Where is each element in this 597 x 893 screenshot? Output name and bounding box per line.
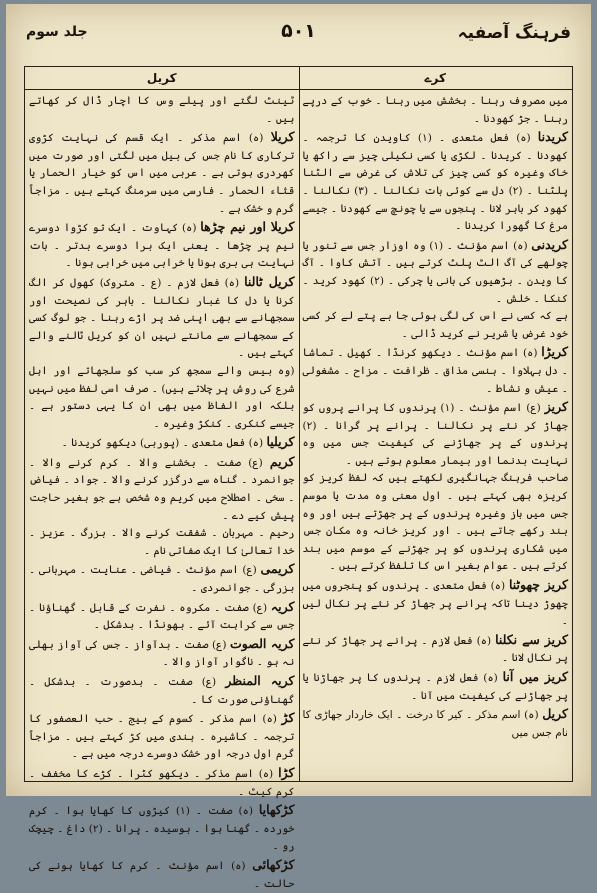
entry-headword: کریہ المنظر bbox=[225, 673, 295, 688]
left-column bbox=[29, 93, 295, 890]
entry-definition: ہے کہ کسی نے اس کی لگی ہوئی جا بے پتے لے کر کسی خود غرض یا شریر نے کرید ڈالی ۔ bbox=[302, 310, 568, 340]
dictionary-entry bbox=[303, 398, 569, 470]
entry-headword: کریز bbox=[544, 399, 568, 415]
entry-definition: (ہ) فعل متعدی ۔ (۱) کاویدن کا ترجمہ ۔ کھودنا ۔ کریدنا ۔ لکڑی یا کسی نکیلی چیز سے راکھ یا خاک وغیرہ کو کسی چیز کی تلاش کی غرض سے الٹنا پلٹنا ۔ (۲) دل سے کوئی بات نکالنا ۔ (۳) نکالنا ۔ کھود کر باہر لانا ۔ پنجوں سے یا چونچ سے کھودنا ۔ جیسے مرغ کا گھورا کریدنا ۔ bbox=[302, 132, 568, 233]
dictionary-entry bbox=[29, 709, 295, 764]
entry-headword: کریلیا bbox=[266, 434, 295, 450]
entry-headword: کریل ٹالنا bbox=[244, 273, 295, 289]
entry-definition: (وہ بیس والے سمجھ کر سب کو سلجھاتے اور اہل شرع کی روش پر چلاتے ہیں) ۔ صرف اسی لفظ میں نہیں بلکہ اور الفاظ میں بھی ان کا یہی دستور ہے ۔ جیسے کنکری ۔ کنکڑ وغیرہ ۔ bbox=[29, 364, 295, 430]
entry-definition: (ہ) اسم مؤنث ۔ (۱) وہ اوزار جس سے تنور یا چولھے کی آگ الٹ پلٹ کرتے ہیں ۔ آتش کاوا ۔ آگ کا ویدن ۔ بڑھیوں کی بانی یا چرکی ۔ (۲) کھود کرید ۔ کنکا ۔ خلش ۔ bbox=[302, 239, 568, 305]
dictionary-entry bbox=[303, 631, 569, 668]
book-title: فرہنگ آصفیہ bbox=[457, 23, 571, 43]
entry-headword: کریمی bbox=[260, 561, 295, 577]
entry-definition: (ہ) اسم مذکر ۔ ایک قسم کی نہایت کڑوی ترکاری کا نام جس کی بیل میں لگتی اور صورت میں کھردری ہوتی ہے ۔ عربی میں اس کو خیار الحمار یا قثاء الحمار ۔ فارسی میں سرمنگ کہتے ہیں ۔ مزاجاً گرم و خشک ہے ۔ bbox=[29, 132, 295, 215]
dictionary-entry bbox=[29, 453, 295, 525]
dictionary-entry bbox=[29, 764, 295, 801]
entry-headword: کریدنا bbox=[537, 129, 568, 145]
entry-headword: کریلا اور نیم چڑھا bbox=[200, 219, 295, 235]
entry-definition: (ہ) اسم مؤنث ۔ دیکھو کرنڈا ۔ کھیل ۔ تماشا ۔ دل بہلاوا ۔ ہنسی مذاق ۔ ظرافت ۔ مزاح ۔ مشغولی ۔ عیش و نشاط ۔ bbox=[302, 347, 568, 395]
dictionary-entry bbox=[303, 705, 569, 742]
dictionary-entry bbox=[29, 363, 295, 433]
entry-headword: کریڑا bbox=[541, 344, 568, 360]
entry-headword: کریدنی bbox=[531, 236, 568, 252]
dictionary-entry bbox=[303, 470, 569, 576]
volume-label: جلد سوم bbox=[26, 24, 88, 40]
left-column-heading: کریل bbox=[25, 67, 299, 90]
dictionary-entry bbox=[303, 236, 569, 308]
entry-headword: کریہ الصوت bbox=[230, 635, 295, 651]
dictionary-entry bbox=[29, 273, 295, 363]
dictionary-entry bbox=[29, 856, 295, 893]
dictionary-entry bbox=[303, 668, 569, 705]
dictionary-entry bbox=[29, 93, 295, 128]
entry-headword: کریز چھوٹنا bbox=[508, 577, 568, 593]
entry-definition: (ع) اسم مؤنث ۔ فیاضی ۔ عنایت ۔ مہربانی ۔ بزرگی ۔ جوانمردی ۔ bbox=[29, 564, 295, 595]
entry-definition: (ہ) فعل لازم ۔ پرندوں کا پر جھاڑنا یا پر جھاڑنے کی کیفیت میں آنا ۔ bbox=[302, 672, 568, 702]
entry-headword: کریز میں آنا bbox=[502, 669, 569, 684]
dictionary-entry bbox=[29, 635, 295, 672]
entry-definition: (ہ) کہاوت ۔ ایک تو کڑوا دوسرے نیم پر چڑھا ۔ یعنی ایک برا دوسرے بدتر ۔ بات نہایت ہی بری ہونا یا خرابی میں خرابی ہونا ۔ bbox=[29, 222, 295, 270]
entry-definition: (ہ) صفت ۔ (۱) کیڑوں کا کھایا ہوا ۔ کرم خوردہ ۔ گھنا ہوا ۔ بوسیدہ ۔ پرانا ۔ (۲) داغ ۔ چیچک رو ۔ bbox=[29, 805, 295, 853]
dictionary-entry bbox=[29, 560, 295, 597]
entry-headword: کڑکھائی bbox=[252, 856, 295, 872]
entry-definition: رحیم ۔ مہربان ۔ شفقت کرنے والا ۔ بزرگ ۔ عزیز ۔ خدا تعالیٰ کا ایک صفاتی نام ۔ bbox=[29, 527, 295, 557]
dictionary-entry bbox=[303, 576, 569, 631]
dictionary-entry bbox=[303, 308, 569, 343]
entry-definition: (ہ) اسم مذکر ۔ دیکھو کٹرا ۔ کڑے کا مخفف ۔ کرم کیٹ ۔ bbox=[29, 767, 295, 798]
page-header bbox=[20, 14, 577, 54]
dictionary-entry bbox=[303, 128, 569, 236]
entry-definition: (ع) صفت ۔ بدصورت ۔ بدشکل ۔ گھناؤنی صورت کا ۔ bbox=[29, 676, 295, 706]
dictionary-entry bbox=[29, 433, 295, 453]
entry-headword: کریم bbox=[269, 453, 295, 469]
entry-definition: (ہ) اسم مذکر ۔ کیر کا درخت ۔ ایک خاردار جھاڑی کا نام جس میں bbox=[302, 709, 568, 739]
dictionary-entry bbox=[29, 128, 295, 218]
dictionary-entry bbox=[29, 801, 295, 856]
right-column bbox=[303, 93, 569, 777]
two-column-frame bbox=[24, 66, 573, 890]
entry-definition: (ہ) فعل لازم ۔ پرانے پر جھاڑ کر نئے پر نکال لانا ۔ bbox=[302, 634, 568, 665]
entry-headword: کڑ bbox=[281, 710, 295, 726]
dictionary-entry bbox=[303, 93, 569, 128]
column-divider bbox=[299, 67, 300, 781]
dictionary-page bbox=[6, 4, 591, 890]
entry-headword: کڑکھایا bbox=[258, 802, 295, 818]
entry-definition: میں مصروف رہنا ۔ بخشش میں رہنا ۔ خوب کے درپے رہنا ۔ جڑ کھودنا ۔ bbox=[302, 95, 568, 125]
entry-definition: (ع) صفت ۔ بدآواز ۔ جس کی آواز بھلی نہ ہو ۔ ناگوار آواز والا ۔ bbox=[29, 638, 295, 669]
entry-headword: کریز سے نکلنا bbox=[495, 631, 568, 647]
entry-definition: (ہ) فعل متعدی ۔ پرندوں کو پنجروں میں چھوڑ دینا تاکہ پرانے پر جھاڑ کر نئے پر نکال لیں ۔ bbox=[302, 580, 568, 628]
entry-definition: (ہ) فعل متعدی ۔ (پوربی) دیکھو کریدنا ۔ bbox=[61, 437, 264, 450]
dictionary-entry bbox=[29, 525, 295, 560]
dictionary-entry bbox=[29, 598, 295, 635]
entry-definition: (ہ) اسم مذکر ۔ کسوم کے بیج ۔ حب العصفور کا ترجمہ ۔ کاشیرہ ۔ ہندی میں کڑ کہتے ہیں ۔ مزاجاً گرم اول درجہ اور خشک دوسرے درجہ میں ہے ۔ bbox=[29, 713, 295, 761]
dictionary-entry bbox=[303, 343, 569, 398]
right-column-heading: کرے bbox=[299, 67, 573, 90]
entry-headword: کریلا bbox=[270, 129, 295, 145]
entry-headword: کریہ bbox=[270, 598, 295, 614]
entry-definition: (ع) صفت ۔ مکروہ ۔ نفرت کے قابل ۔ گھناؤنا ۔ جس سے کراہت آئے ۔ بھونڈا ۔ بدشکل ۔ bbox=[29, 601, 295, 632]
entry-definition: (ع) اسم مؤنث ۔ (۱) پرندوں کا پرانے پروں کو جھاڑ کر نئے پر نکالنا ۔ پرانے پر گرانا ۔ (۲) پرندوں کے پر جھاڑنے کی کیفیت جس میں وہ نہایت بدنما اور بیمار معلوم ہوتے ہیں ۔ bbox=[302, 402, 568, 467]
dictionary-entry bbox=[29, 218, 295, 273]
entry-definition: (ہ) فعل لازم ۔ (ع ۔ متروک) کھول کر الگ کرنا یا دل کا غبار نکالنا ۔ باہر کی نصیحت اور سمجھانے سے بھی اپنی ضد پر اڑے رہنا ۔ جو لوگ کسی کے سمجھانے سے مانتے نہیں ان کو کریل ٹالنے والے کہتے ہیں ۔ bbox=[29, 276, 295, 360]
entry-definition: صاحب فرہنگ جہانگیری لکھتے ہیں کہ لفظ کریز کو کریزہ بھی کہتے ہیں ۔ اول معنی وہ مدت یا موسم جس میں باز وغیرہ پرندوں کے پر جھڑتے ہیں اور وہ بند رکھے جاتے ہیں ۔ اور کریز خانہ وہ مکان جس میں شکاری پرندوں کو پر جھڑنے کے موسم میں بند کرتے ہیں ۔ عوام بغیر اس کا تلفظ کرتے ہیں ۔ bbox=[302, 472, 568, 573]
dictionary-entry bbox=[29, 672, 295, 709]
entry-headword: کڑا bbox=[278, 764, 295, 780]
entry-definition: (ہ) اسم مؤنث ۔ کرم کا کھایا ہونے کی حالت ۔ bbox=[29, 859, 295, 890]
entry-headword: کریل bbox=[542, 706, 568, 722]
page-number: ۵۰۱ bbox=[281, 20, 316, 42]
entry-definition: (ع) صفت ۔ بخشنے والا ۔ کرم کرنے والا ۔ جوانمرد ۔ گناہ سے درگزر کرنے والا ۔ جواد ۔ فیاض ۔ سخی ۔ اصطلاح میں کریم وہ شخص ہے جو بغیر حاجت پیش کیے دے ۔ bbox=[29, 456, 295, 522]
entry-definition: ٹینٹ لگتے اور پیلے وس کا اچار ڈال کر کھاتے ہیں ۔ bbox=[29, 95, 295, 125]
